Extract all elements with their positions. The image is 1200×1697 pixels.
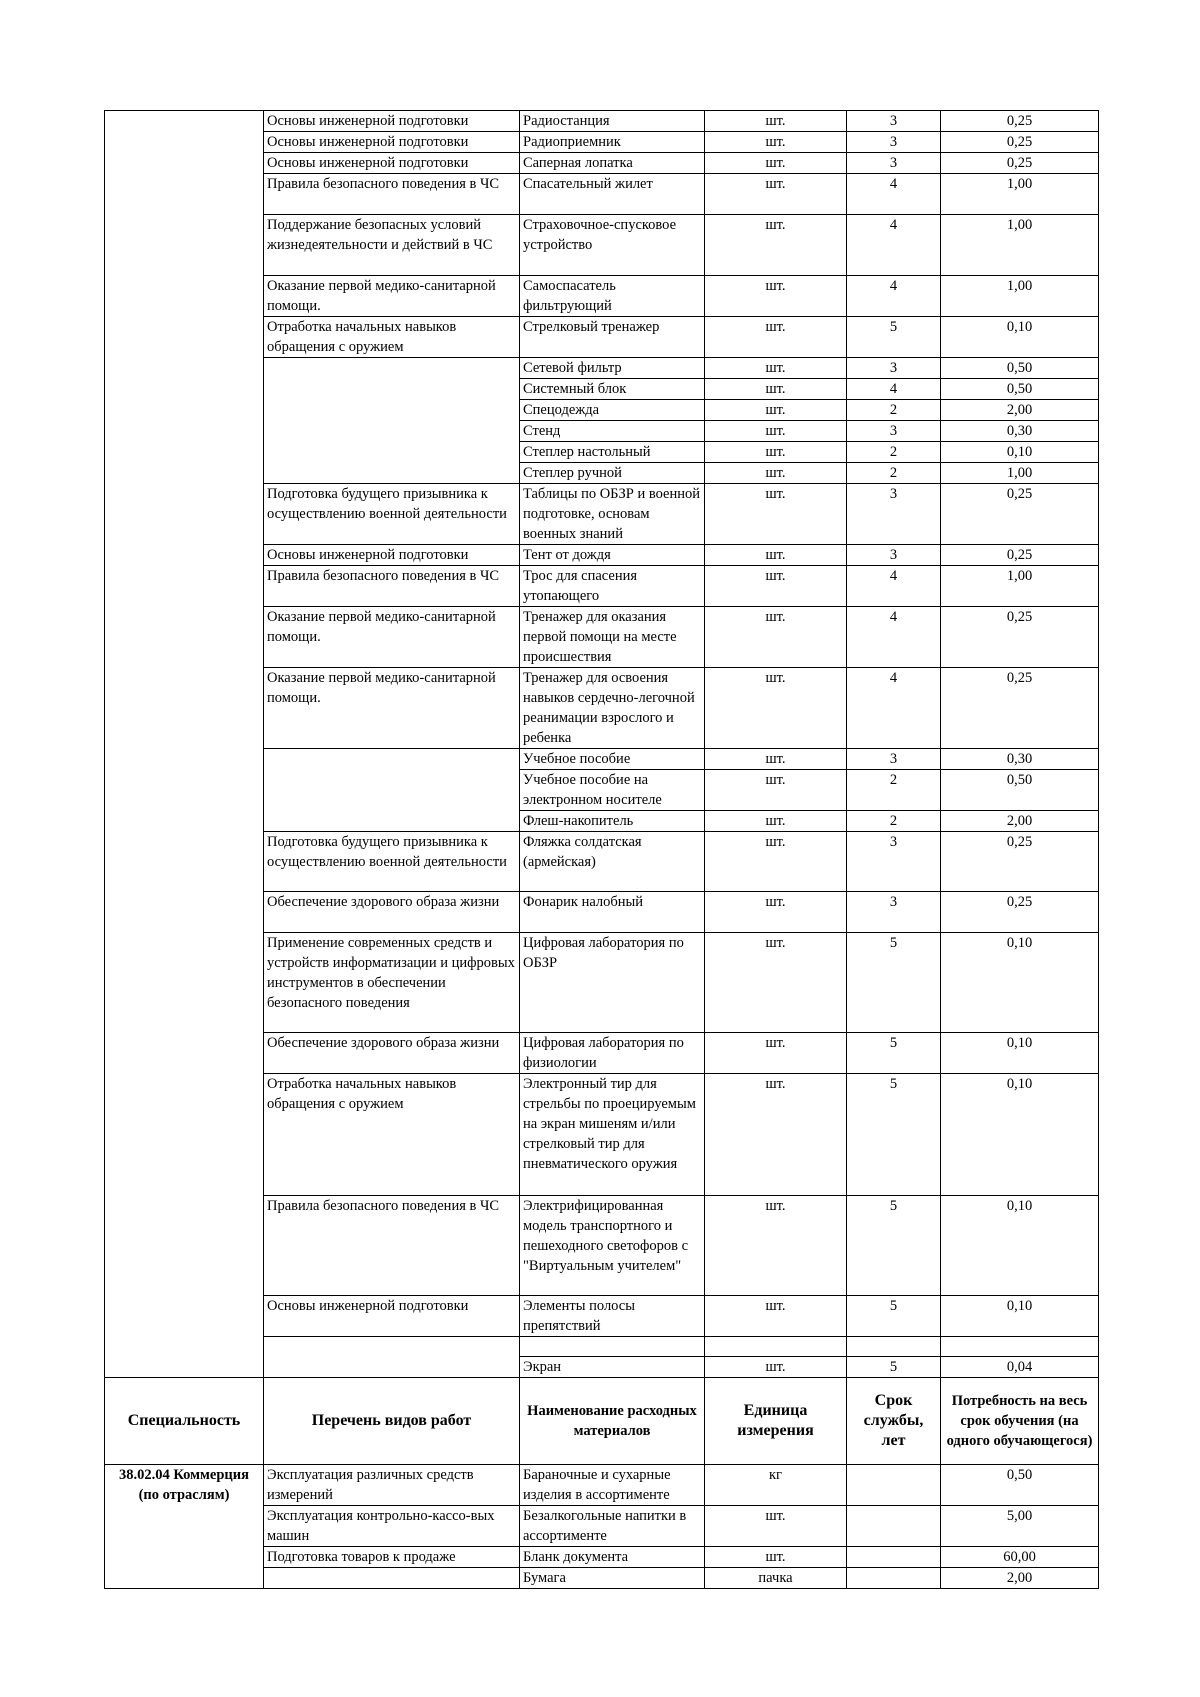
work-cell: Эксплуатация контрольно-кассо-вых машин	[264, 1506, 520, 1547]
need-cell: 0,10	[941, 1074, 1099, 1196]
unit-cell: шт.	[705, 1074, 847, 1196]
unit-cell: шт.	[705, 811, 847, 832]
term-cell: 5	[847, 1074, 941, 1196]
unit-cell: шт.	[705, 132, 847, 153]
need-cell: 0,10	[941, 1196, 1099, 1296]
term-cell: 4	[847, 174, 941, 215]
unit-cell: шт.	[705, 174, 847, 215]
unit-cell: шт.	[705, 1506, 847, 1547]
material-cell: Цифровая лаборатория по ОБЗР	[520, 933, 705, 1033]
unit-cell: шт.	[705, 421, 847, 442]
material-cell-empty	[520, 1337, 705, 1357]
need-cell: 1,00	[941, 215, 1099, 276]
column-header-unit: Единица измерения	[705, 1378, 847, 1465]
work-cell-empty	[264, 749, 520, 832]
material-cell: Цифровая лаборатория по физиологии	[520, 1033, 705, 1074]
work-cell: Подготовка товаров к продаже	[264, 1547, 520, 1568]
material-cell: Электрифицированная модель транспортного и пешеходного светофоров с "Виртуальным учителем"	[520, 1196, 705, 1296]
term-cell: 2	[847, 770, 941, 811]
table-row	[105, 111, 1099, 132]
work-cell: Подготовка будущего призывника к осуществлению военной деятельности	[264, 484, 520, 545]
term-cell: 3	[847, 111, 941, 132]
term-cell: 3	[847, 545, 941, 566]
material-cell: Радиоприемник	[520, 132, 705, 153]
term-cell: 5	[847, 1357, 941, 1378]
unit-cell: шт.	[705, 1033, 847, 1074]
header-section	[105, 1378, 1099, 1465]
unit-cell: шт.	[705, 276, 847, 317]
material-cell: Системный блок	[520, 379, 705, 400]
material-cell: Бланк документа	[520, 1547, 705, 1568]
need-cell: 0,50	[941, 358, 1099, 379]
term-cell: 4	[847, 276, 941, 317]
work-cell: Применение современных средств и устройств информатизации и цифровых инструментов в обеспечении безопасного поведения	[264, 933, 520, 1033]
material-cell: Элементы полосы препятствий	[520, 1296, 705, 1337]
unit-cell: кг	[705, 1465, 847, 1506]
unit-cell: шт.	[705, 215, 847, 276]
material-cell: Тренажер для освоения навыков сердечно-легочной реанимации взрослого и ребенка	[520, 668, 705, 749]
need-cell: 0,25	[941, 545, 1099, 566]
material-cell: Страховочное-спусковое устройство	[520, 215, 705, 276]
unit-cell: шт.	[705, 933, 847, 1033]
term-cell: 2	[847, 442, 941, 463]
material-cell: Тент от дождя	[520, 545, 705, 566]
unit-cell: шт.	[705, 111, 847, 132]
term-cell	[847, 1547, 941, 1568]
work-cell: Поддержание безопасных условий жизнедеятельности и действий в ЧС	[264, 215, 520, 276]
term-cell-empty	[847, 1337, 941, 1357]
work-cell: Оказание первой медико-санитарной помощи.	[264, 276, 520, 317]
work-cell: Основы инженерной подготовки	[264, 545, 520, 566]
material-cell: Безалкогольные напитки в ассортименте	[520, 1506, 705, 1547]
table-row	[105, 1465, 1099, 1506]
work-cell: Обеспечение здорового образа жизни	[264, 1033, 520, 1074]
work-cell: Отработка начальных навыков обращения с оружием	[264, 317, 520, 358]
top-section	[105, 111, 1099, 1378]
need-cell: 0,10	[941, 317, 1099, 358]
work-cell: Правила безопасного поведения в ЧС	[264, 174, 520, 215]
bottom-section	[105, 1465, 1099, 1589]
work-cell: Оказание первой медико-санитарной помощи.	[264, 668, 520, 749]
need-cell: 0,25	[941, 111, 1099, 132]
need-cell: 0,10	[941, 933, 1099, 1033]
materials-table	[104, 110, 1099, 1589]
unit-cell: шт.	[705, 153, 847, 174]
term-cell: 3	[847, 749, 941, 770]
need-cell: 1,00	[941, 463, 1099, 484]
unit-cell: шт.	[705, 770, 847, 811]
unit-cell: шт.	[705, 1547, 847, 1568]
need-cell: 0,30	[941, 749, 1099, 770]
unit-cell: шт.	[705, 545, 847, 566]
material-cell: Электронный тир для стрельбы по проецируемым на экран мишеням и/или стрелковый тир для пневматического оружия	[520, 1074, 705, 1196]
unit-cell: шт.	[705, 892, 847, 933]
term-cell: 4	[847, 668, 941, 749]
term-cell: 3	[847, 153, 941, 174]
term-cell: 4	[847, 215, 941, 276]
term-cell: 5	[847, 317, 941, 358]
column-header-term: Срок службы, лет	[847, 1378, 941, 1465]
need-cell: 2,00	[941, 1568, 1099, 1589]
unit-cell: шт.	[705, 1357, 847, 1378]
work-cell: Отработка начальных навыков обращения с оружием	[264, 1074, 520, 1196]
material-cell: Сетевой фильтр	[520, 358, 705, 379]
need-cell: 0,25	[941, 832, 1099, 892]
term-cell: 5	[847, 1033, 941, 1074]
material-cell: Радиостанция	[520, 111, 705, 132]
need-cell: 0,10	[941, 442, 1099, 463]
work-cell: Подготовка будущего призывника к осуществлению военной деятельности	[264, 832, 520, 892]
material-cell: Спецодежда	[520, 400, 705, 421]
work-cell: Правила безопасного поведения в ЧС	[264, 1196, 520, 1296]
need-cell: 0,50	[941, 379, 1099, 400]
work-cell: Основы инженерной подготовки	[264, 111, 520, 132]
material-cell: Степлер настольный	[520, 442, 705, 463]
unit-cell: шт.	[705, 400, 847, 421]
material-cell: Саперная лопатка	[520, 153, 705, 174]
unit-cell: шт.	[705, 566, 847, 607]
unit-cell-empty	[705, 1337, 847, 1357]
need-cell: 0,25	[941, 153, 1099, 174]
need-cell: 0,25	[941, 892, 1099, 933]
term-cell: 2	[847, 400, 941, 421]
work-cell-empty	[264, 1337, 520, 1378]
unit-cell: шт.	[705, 484, 847, 545]
term-cell	[847, 1568, 941, 1589]
work-cell-empty	[264, 1568, 520, 1589]
term-cell: 3	[847, 358, 941, 379]
unit-cell: шт.	[705, 1296, 847, 1337]
specialty-cell: 38.02.04 Коммерция (по отраслям)	[105, 1465, 264, 1589]
need-cell: 0,10	[941, 1033, 1099, 1074]
need-cell: 2,00	[941, 811, 1099, 832]
table-header-row	[105, 1378, 1099, 1465]
need-cell: 0,25	[941, 484, 1099, 545]
unit-cell: шт.	[705, 832, 847, 892]
term-cell: 3	[847, 132, 941, 153]
term-cell: 4	[847, 379, 941, 400]
need-cell: 0,50	[941, 1465, 1099, 1506]
unit-cell: шт.	[705, 463, 847, 484]
unit-cell: шт.	[705, 317, 847, 358]
material-cell: Бумага	[520, 1568, 705, 1589]
column-header-need: Потребность на весь срок обучения (на одного обучающегося)	[941, 1378, 1099, 1465]
need-cell: 0,25	[941, 668, 1099, 749]
material-cell: Флеш-накопитель	[520, 811, 705, 832]
need-cell: 2,00	[941, 400, 1099, 421]
need-cell: 0,10	[941, 1296, 1099, 1337]
need-cell: 0,04	[941, 1357, 1099, 1378]
column-header-works: Перечень видов работ	[264, 1378, 520, 1465]
term-cell	[847, 1465, 941, 1506]
material-cell: Учебное пособие на электронном носителе	[520, 770, 705, 811]
material-cell: Стенд	[520, 421, 705, 442]
material-cell: Степлер ручной	[520, 463, 705, 484]
work-cell: Основы инженерной подготовки	[264, 1296, 520, 1337]
material-cell: Спасательный жилет	[520, 174, 705, 215]
term-cell: 5	[847, 1296, 941, 1337]
material-cell: Трос для спасения утопающего	[520, 566, 705, 607]
term-cell: 3	[847, 421, 941, 442]
unit-cell: пачка	[705, 1568, 847, 1589]
term-cell: 2	[847, 811, 941, 832]
unit-cell: шт.	[705, 358, 847, 379]
term-cell: 4	[847, 607, 941, 668]
need-cell: 5,00	[941, 1506, 1099, 1547]
material-cell: Учебное пособие	[520, 749, 705, 770]
work-cell: Правила безопасного поведения в ЧС	[264, 566, 520, 607]
material-cell: Стрелковый тренажер	[520, 317, 705, 358]
need-cell-empty	[941, 1337, 1099, 1357]
term-cell	[847, 1506, 941, 1547]
material-cell: Фляжка солдатская (армейская)	[520, 832, 705, 892]
term-cell: 4	[847, 566, 941, 607]
term-cell: 3	[847, 832, 941, 892]
need-cell: 1,00	[941, 174, 1099, 215]
unit-cell: шт.	[705, 379, 847, 400]
unit-cell: шт.	[705, 607, 847, 668]
column-header-specialty: Специальность	[105, 1378, 264, 1465]
term-cell: 5	[847, 1196, 941, 1296]
need-cell: 0,50	[941, 770, 1099, 811]
need-cell: 1,00	[941, 566, 1099, 607]
unit-cell: шт.	[705, 668, 847, 749]
need-cell: 0,25	[941, 132, 1099, 153]
need-cell: 60,00	[941, 1547, 1099, 1568]
work-cell: Основы инженерной подготовки	[264, 153, 520, 174]
term-cell: 3	[847, 484, 941, 545]
term-cell: 3	[847, 892, 941, 933]
unit-cell: шт.	[705, 1196, 847, 1296]
material-cell: Таблицы по ОБЗР и военной подготовке, основам военных знаний	[520, 484, 705, 545]
work-cell: Обеспечение здорового образа жизни	[264, 892, 520, 933]
need-cell: 0,30	[941, 421, 1099, 442]
material-cell: Самоспасатель фильтрующий	[520, 276, 705, 317]
need-cell: 1,00	[941, 276, 1099, 317]
need-cell: 0,25	[941, 607, 1099, 668]
specialty-cell-continued	[105, 111, 264, 1378]
material-cell: Бараночные и сухарные изделия в ассортименте	[520, 1465, 705, 1506]
unit-cell: шт.	[705, 749, 847, 770]
work-cell: Эксплуатация различных средств измерений	[264, 1465, 520, 1506]
material-cell: Фонарик налобный	[520, 892, 705, 933]
unit-cell: шт.	[705, 442, 847, 463]
material-cell: Тренажер для оказания первой помощи на месте происшествия	[520, 607, 705, 668]
term-cell: 5	[847, 933, 941, 1033]
term-cell: 2	[847, 463, 941, 484]
work-cell: Основы инженерной подготовки	[264, 132, 520, 153]
work-cell-empty	[264, 358, 520, 484]
work-cell: Оказание первой медико-санитарной помощи.	[264, 607, 520, 668]
material-cell: Экран	[520, 1357, 705, 1378]
column-header-materials: Наименование расходных материалов	[520, 1378, 705, 1465]
